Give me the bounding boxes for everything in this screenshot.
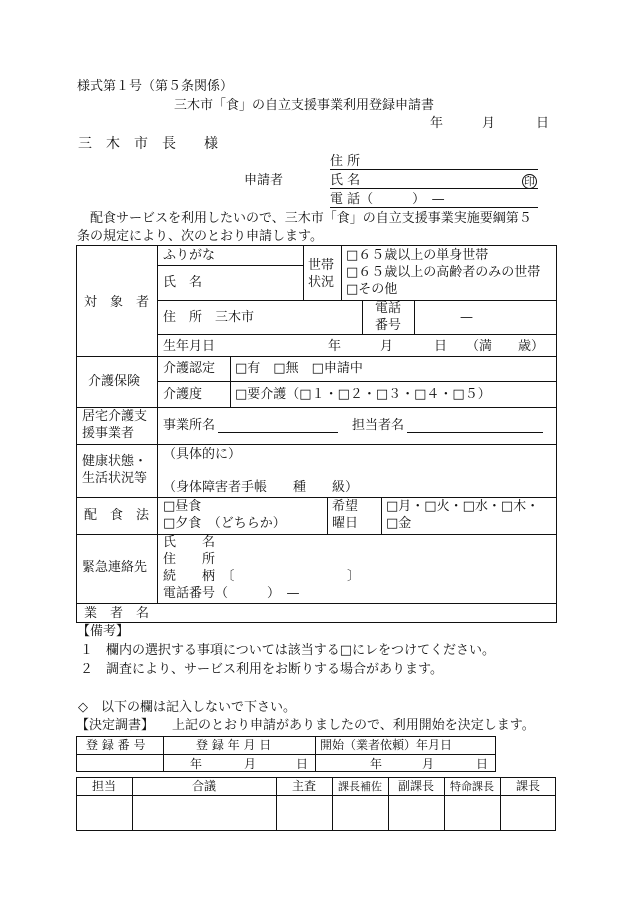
household-label: 世帯 [308,258,335,273]
notes-title: 【備考】 [77,624,130,639]
emergency-contact-label: 緊急連絡先 [82,560,148,575]
care-cert-label: 介護認定 [163,361,216,376]
health-label: 健康状態・ [82,454,148,469]
applicant-name-field[interactable] [330,188,538,189]
emergency-name[interactable]: 氏 名 [163,535,216,550]
form-number: 様式第１号（第５条関係） [77,79,234,94]
addressee: 三 木 市 長 様 [78,136,218,152]
meal-option-lunch[interactable]: □昼食 [163,499,202,514]
note-2: ２ 調査により、サービス利用をお断りする場合があります。 [80,662,443,677]
intro-line-2: 条の規定により、次のとおり申請します。 [77,229,323,244]
approval-fuku-kacho: 副課長 [397,779,434,793]
approval-shusa: 主査 [291,779,316,793]
household-option-other[interactable]: □その他 [346,282,398,297]
care-insurance-label: 介護保険 [88,374,141,389]
health-specific[interactable]: （具体的に） [163,447,242,462]
address-label: 住 所 三木市 [163,310,255,325]
meal-option-dinner[interactable]: □夕食 （どちらか） [163,516,286,531]
applicant-phone-field[interactable] [330,207,538,208]
seal-mark: 印 [524,175,535,188]
disability-handbook[interactable]: （身体障害者手帳 種 級） [163,480,359,495]
office-use-notice: ◇ 以下の欄は記入しないで下さい。 [78,700,296,715]
office-name-field[interactable] [218,432,338,433]
reg-number-header: 登 録 番 号 [86,738,146,752]
reg-date-header: 登 録 年 月 日 [196,738,272,752]
applicant-label: 申請者 [244,173,284,188]
emergency-address[interactable]: 住 所 [163,552,216,567]
preferred-day-friday[interactable]: □金 [386,516,412,531]
age-field[interactable]: （満 歳） [466,339,545,354]
form-title: 三木市「食」の自立支援事業利用登録申請書 [174,98,435,113]
staff-name-field[interactable] [407,432,543,433]
note-1: １ 欄内の選択する事項については該当する□にレをつけてください。 [80,643,496,658]
approval-tokumei-kacho: 特命課長 [450,780,494,793]
emergency-phone[interactable]: 電話番号（ ） — [163,586,300,601]
approval-gogi: 合議 [191,779,216,793]
preferred-day-options[interactable]: □月・□火・□水・□木・ [386,499,540,514]
applicant-phone-label: 電 話（ ） — [330,192,445,207]
preferred-day-label: 希望 [332,499,359,514]
household-option-single[interactable]: □６５歳以上の単身世帯 [346,248,489,263]
date-day[interactable]: 日 [536,116,550,131]
start-date-header: 開始（業者依頼）年月日 [320,738,453,752]
applicant-name-label: 氏 名 [330,173,361,188]
care-level-label: 介護度 [163,387,203,402]
applicant-address-field[interactable] [330,169,538,170]
approval-tanto: 担当 [91,779,116,793]
emergency-relation[interactable]: 続 柄 〔 [163,569,235,584]
furigana-divider [157,265,303,266]
phone-label: 電話 [375,301,402,316]
name-label: 氏 名 [163,275,203,290]
date-year[interactable]: 年 [430,116,444,131]
decision-title: 【決定調書】 [76,718,155,733]
approval-kacho: 課長 [515,779,540,793]
meal-method-label: 配 食 法 [84,508,150,523]
decision-text: 上記のとおり申請がありましたので、利用開始を決定します。 [172,718,535,733]
approval-kacho-hosa: 課長補佐 [338,780,382,793]
phone-value[interactable]: — [460,310,473,325]
care-cert-options[interactable]: □有 □無 □申請中 [235,361,363,376]
intro-line-1: 配食サービスを利用したいので、三木市「食」の自立支援事業実施要綱第５ [90,211,532,226]
date-month[interactable]: 月 [482,116,496,131]
vendor-name-label: 業 者 名 [84,606,150,621]
birth-label: 生年月日 [163,339,216,354]
household-option-elderly[interactable]: □６５歳以上の高齢者のみの世帯 [346,265,541,280]
office-name-label: 事業所名 [163,418,216,433]
subject-label: 対 象 者 [84,295,150,310]
support-provider-label: 居宅介護支 [82,409,148,424]
applicant-address-label: 住 所 [330,154,361,169]
furigana-label: ふりがな [163,248,216,263]
staff-name-label: 担当者名 [352,418,405,433]
care-level-options[interactable]: □要介護（□１・□２・□３・□４・□５） [235,387,491,402]
